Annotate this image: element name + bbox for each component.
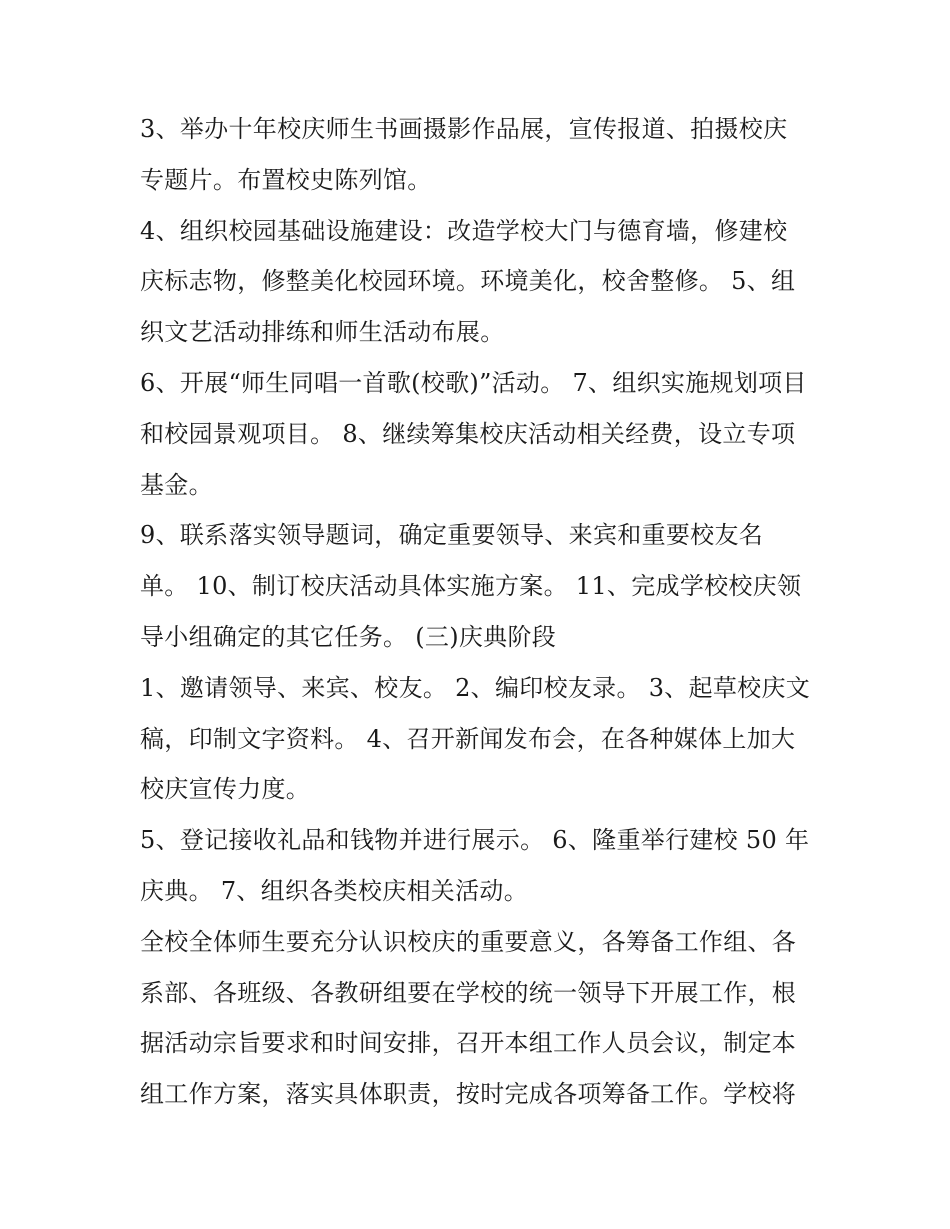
text-line: 校庆宣传力度。 — [140, 775, 311, 804]
text-line: 1、邀请领导、来宾、校友。 2、编印校友录。 3、起草校庆文 — [140, 673, 811, 702]
paragraph-song-and-funding — [140, 358, 812, 510]
text-line: 庆标志物，修整美化校园环境。环境美化，校舍整修。 5、组 — [140, 267, 796, 296]
text-line: 稿，印制文字资料。 4、召开新闻发布会，在各种媒体上加大 — [140, 724, 796, 753]
text-line: 导小组确定的其它任务。 (三)庆典阶段 — [140, 622, 557, 651]
document-body — [140, 104, 812, 1120]
text-line: 织文艺活动排练和师生活动布展。 — [140, 318, 505, 347]
text-line: 专题片。布置校史陈列馆。 — [140, 165, 432, 194]
text-line: 单。 10、制订校庆活动具体实施方案。 11、完成学校校庆领 — [140, 572, 802, 601]
paragraph-publicity-exhibition — [140, 104, 812, 206]
paragraph-ceremony-invitations — [140, 663, 812, 815]
paragraph-gifts-and-celebration — [140, 815, 812, 917]
text-line: 全校全体师生要充分认识校庆的重要意义，各筹备工作组、各 — [140, 927, 797, 956]
text-line: 3、举办十年校庆师生书画摄影作品展，宣传报道、拍摄校庆 — [140, 115, 788, 143]
text-line: 据活动宗旨要求和时间安排，召开本组工作人员会议，制定本 — [140, 1029, 797, 1058]
text-line: 基金。 — [140, 470, 213, 499]
paragraph-all-staff-requirements — [140, 917, 812, 1120]
text-line: 5、登记接收礼品和钱物并进行展示。 6、隆重举行建校 50 年 — [140, 826, 810, 855]
paragraph-leaders-and-plan — [140, 510, 812, 662]
paragraph-campus-construction — [140, 206, 812, 358]
text-line: 4、组织校园基础设施建设：改造学校大门与德育墙，修建校 — [140, 216, 788, 245]
text-line: 9、联系落实领导题词，确定重要领导、来宾和重要校友名 — [140, 521, 764, 550]
text-line: 组工作方案，落实具体职责，按时完成各项筹备工作。学校将 — [140, 1080, 797, 1109]
text-line: 系部、各班级、各教研组要在学校的统一领导下开展工作，根 — [140, 978, 797, 1007]
text-line: 庆典。 7、组织各类校庆相关活动。 — [140, 876, 528, 905]
text-line: 和校园景观项目。 8、继续筹集校庆活动相关经费，设立专项 — [140, 419, 796, 448]
text-line: 6、开展“师生同唱一首歌(校歌)”活动。 7、组织实施规划项目 — [140, 368, 807, 397]
